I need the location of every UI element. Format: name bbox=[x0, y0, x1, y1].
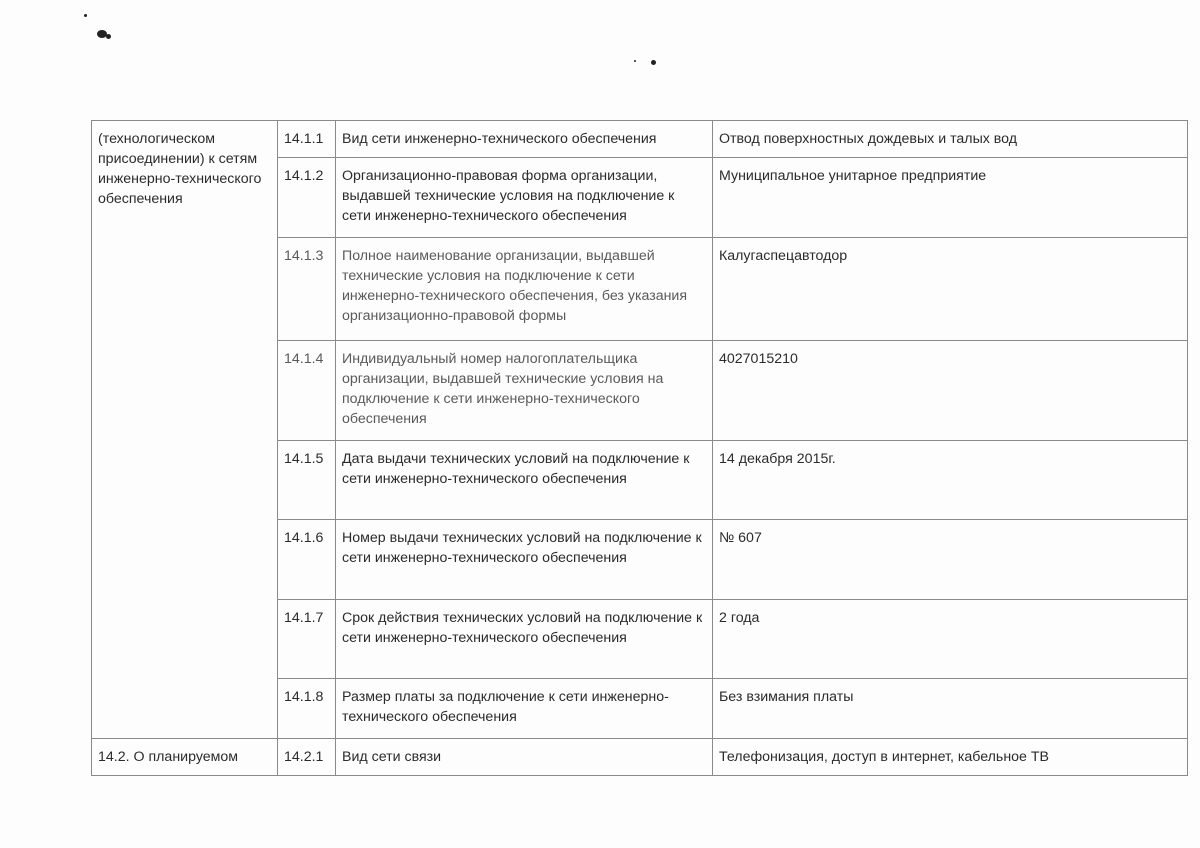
field-name: Организационно-правовая форма организации, выдавшей технические условия на подключение к сети инженерно-технического обеспечения bbox=[336, 158, 713, 238]
item-number: 14.1.5 bbox=[278, 441, 336, 520]
field-value: Без взимания платы bbox=[713, 679, 1188, 739]
field-value: Калугаспецавтодор bbox=[713, 238, 1188, 341]
field-name: Размер платы за подключение к сети инженерно-технического обеспечения bbox=[336, 679, 713, 739]
field-name: Полное наименование организации, выдавшей технические условия на подключение к сети инженерно-технического обеспечения, без указания организационно-правовой формы bbox=[336, 238, 713, 341]
item-number: 14.1.6 bbox=[278, 520, 336, 600]
scan-speck bbox=[106, 34, 111, 39]
table-row bbox=[92, 739, 1188, 776]
field-name: Дата выдачи технических условий на подключение к сети инженерно-технического обеспечения bbox=[336, 441, 713, 520]
field-value: 2 года bbox=[713, 600, 1188, 679]
item-number: 14.2.1 bbox=[278, 739, 336, 776]
field-name: Номер выдачи технических условий на подключение к сети инженерно-технического обеспечения bbox=[336, 520, 713, 600]
section-label-14-1: (технологическом присоединении) к сетям инженерно-технического обеспечения bbox=[92, 121, 278, 739]
field-value: 4027015210 bbox=[713, 341, 1188, 441]
field-name: Индивидуальный номер налогоплательщика организации, выдавшей технические условия на подключение к сети инженерно-технического обеспечения bbox=[336, 341, 713, 441]
technical-conditions-table bbox=[91, 120, 1188, 776]
section-label-14-2: 14.2. О планируемом bbox=[92, 739, 278, 776]
field-value: Отвод поверхностных дождевых и талых вод bbox=[713, 121, 1188, 158]
item-number: 14.1.4 bbox=[278, 341, 336, 441]
field-value: 14 декабря 2015г. bbox=[713, 441, 1188, 520]
field-name: Вид сети связи bbox=[336, 739, 713, 776]
scan-speck bbox=[84, 14, 87, 17]
field-value: Муниципальное унитарное предприятие bbox=[713, 158, 1188, 238]
field-value: Телефонизация, доступ в интернет, кабельное ТВ bbox=[713, 739, 1188, 776]
scan-speck bbox=[634, 60, 636, 62]
field-name: Вид сети инженерно-технического обеспечения bbox=[336, 121, 713, 158]
table-row bbox=[92, 121, 1188, 158]
item-number: 14.1.2 bbox=[278, 158, 336, 238]
scan-speck bbox=[651, 60, 656, 65]
field-name: Срок действия технических условий на подключение к сети инженерно-технического обеспечения bbox=[336, 600, 713, 679]
item-number: 14.1.7 bbox=[278, 600, 336, 679]
item-number: 14.1.3 bbox=[278, 238, 336, 341]
field-value: № 607 bbox=[713, 520, 1188, 600]
item-number: 14.1.8 bbox=[278, 679, 336, 739]
item-number: 14.1.1 bbox=[278, 121, 336, 158]
